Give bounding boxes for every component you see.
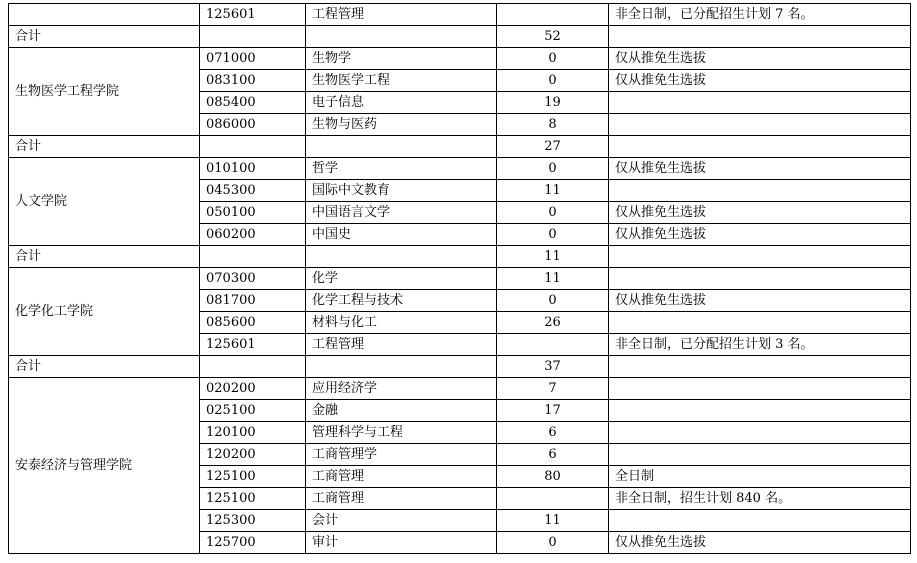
plan-count-cell: 0 <box>497 290 609 312</box>
major-code-cell: 083100 <box>200 70 306 92</box>
note-cell: 非全日制，招生计划 840 名。 <box>609 488 911 510</box>
table-body <box>9 4 911 554</box>
subtotal-value-cell: 37 <box>497 356 609 378</box>
plan-count-cell: 17 <box>497 400 609 422</box>
college-name-cell: 安泰经济与管理学院 <box>9 378 200 554</box>
plan-count-cell: 26 <box>497 312 609 334</box>
empty-cell <box>200 356 306 378</box>
table-row <box>9 4 911 26</box>
major-code-cell: 045300 <box>200 180 306 202</box>
note-cell <box>609 422 911 444</box>
major-code-cell: 125300 <box>200 510 306 532</box>
subtotal-label-cell: 合计 <box>9 136 200 158</box>
major-code-cell: 125100 <box>200 466 306 488</box>
major-code-cell: 120100 <box>200 422 306 444</box>
major-code-cell: 081700 <box>200 290 306 312</box>
empty-cell <box>306 26 497 48</box>
subtotal-row <box>9 356 911 378</box>
subtotal-row <box>9 136 911 158</box>
major-code-cell: 125601 <box>200 334 306 356</box>
note-cell <box>609 180 911 202</box>
major-name-cell: 电子信息 <box>306 92 497 114</box>
table-row <box>9 378 911 400</box>
note-cell <box>609 92 911 114</box>
plan-count-cell: 19 <box>497 92 609 114</box>
major-name-cell: 化学 <box>306 268 497 290</box>
major-name-cell: 生物与医药 <box>306 114 497 136</box>
empty-cell <box>609 246 911 268</box>
major-code-cell: 050100 <box>200 202 306 224</box>
major-code-cell: 125601 <box>200 4 306 26</box>
college-name-cell <box>9 4 200 26</box>
plan-count-cell: 80 <box>497 466 609 488</box>
major-code-cell: 060200 <box>200 224 306 246</box>
major-name-cell: 审计 <box>306 532 497 554</box>
college-name-cell: 人文学院 <box>9 158 200 246</box>
note-cell: 仅从推免生选拔 <box>609 70 911 92</box>
major-name-cell: 中国语言文学 <box>306 202 497 224</box>
note-cell: 仅从推免生选拔 <box>609 224 911 246</box>
plan-count-cell <box>497 488 609 510</box>
major-code-cell: 085600 <box>200 312 306 334</box>
note-cell <box>609 444 911 466</box>
major-name-cell: 应用经济学 <box>306 378 497 400</box>
empty-cell <box>306 136 497 158</box>
empty-cell <box>609 136 911 158</box>
major-code-cell: 125100 <box>200 488 306 510</box>
major-code-cell: 120200 <box>200 444 306 466</box>
note-cell: 非全日制，已分配招生计划 7 名。 <box>609 4 911 26</box>
plan-count-cell: 0 <box>497 70 609 92</box>
table-row <box>9 48 911 70</box>
college-name-cell: 生物医学工程学院 <box>9 48 200 136</box>
table-row <box>9 158 911 180</box>
note-cell: 仅从推免生选拔 <box>609 290 911 312</box>
plan-count-cell: 8 <box>497 114 609 136</box>
major-name-cell: 生物医学工程 <box>306 70 497 92</box>
subtotal-value-cell: 27 <box>497 136 609 158</box>
note-cell <box>609 114 911 136</box>
major-name-cell: 工商管理 <box>306 488 497 510</box>
empty-cell <box>306 356 497 378</box>
plan-count-cell: 0 <box>497 48 609 70</box>
major-name-cell: 工商管理学 <box>306 444 497 466</box>
note-cell: 仅从推免生选拔 <box>609 202 911 224</box>
major-name-cell: 金融 <box>306 400 497 422</box>
note-cell <box>609 510 911 532</box>
major-name-cell: 生物学 <box>306 48 497 70</box>
plan-count-cell: 0 <box>497 158 609 180</box>
major-name-cell: 管理科学与工程 <box>306 422 497 444</box>
empty-cell <box>609 26 911 48</box>
note-cell: 非全日制，已分配招生计划 3 名。 <box>609 334 911 356</box>
plan-count-cell: 11 <box>497 510 609 532</box>
plan-count-cell: 0 <box>497 532 609 554</box>
note-cell: 全日制 <box>609 466 911 488</box>
major-name-cell: 化学工程与技术 <box>306 290 497 312</box>
major-code-cell: 125700 <box>200 532 306 554</box>
major-code-cell: 025100 <box>200 400 306 422</box>
major-name-cell: 工程管理 <box>306 334 497 356</box>
major-name-cell: 工商管理 <box>306 466 497 488</box>
major-name-cell: 工程管理 <box>306 4 497 26</box>
major-code-cell: 085400 <box>200 92 306 114</box>
note-cell <box>609 312 911 334</box>
empty-cell <box>200 26 306 48</box>
plan-count-cell: 0 <box>497 224 609 246</box>
college-name-cell: 化学化工学院 <box>9 268 200 356</box>
admissions-plan-table <box>8 3 911 554</box>
subtotal-label-cell: 合计 <box>9 246 200 268</box>
empty-cell <box>609 356 911 378</box>
major-code-cell: 086000 <box>200 114 306 136</box>
major-code-cell: 071000 <box>200 48 306 70</box>
plan-count-cell: 11 <box>497 180 609 202</box>
major-name-cell: 中国史 <box>306 224 497 246</box>
note-cell <box>609 378 911 400</box>
note-cell: 仅从推免生选拔 <box>609 158 911 180</box>
plan-count-cell: 6 <box>497 444 609 466</box>
subtotal-value-cell: 11 <box>497 246 609 268</box>
subtotal-value-cell: 52 <box>497 26 609 48</box>
major-name-cell: 国际中文教育 <box>306 180 497 202</box>
major-name-cell: 材料与化工 <box>306 312 497 334</box>
major-code-cell: 020200 <box>200 378 306 400</box>
subtotal-row <box>9 26 911 48</box>
empty-cell <box>200 246 306 268</box>
major-name-cell: 哲学 <box>306 158 497 180</box>
plan-count-cell: 11 <box>497 268 609 290</box>
note-cell <box>609 268 911 290</box>
plan-count-cell: 0 <box>497 202 609 224</box>
subtotal-label-cell: 合计 <box>9 356 200 378</box>
note-cell <box>609 400 911 422</box>
empty-cell <box>306 246 497 268</box>
major-code-cell: 010100 <box>200 158 306 180</box>
plan-count-cell: 6 <box>497 422 609 444</box>
major-code-cell: 070300 <box>200 268 306 290</box>
plan-count-cell: 7 <box>497 378 609 400</box>
note-cell: 仅从推免生选拔 <box>609 48 911 70</box>
subtotal-label-cell: 合计 <box>9 26 200 48</box>
plan-count-cell <box>497 334 609 356</box>
subtotal-row <box>9 246 911 268</box>
empty-cell <box>200 136 306 158</box>
table-row <box>9 268 911 290</box>
note-cell: 仅从推免生选拔 <box>609 532 911 554</box>
plan-count-cell <box>497 4 609 26</box>
major-name-cell: 会计 <box>306 510 497 532</box>
